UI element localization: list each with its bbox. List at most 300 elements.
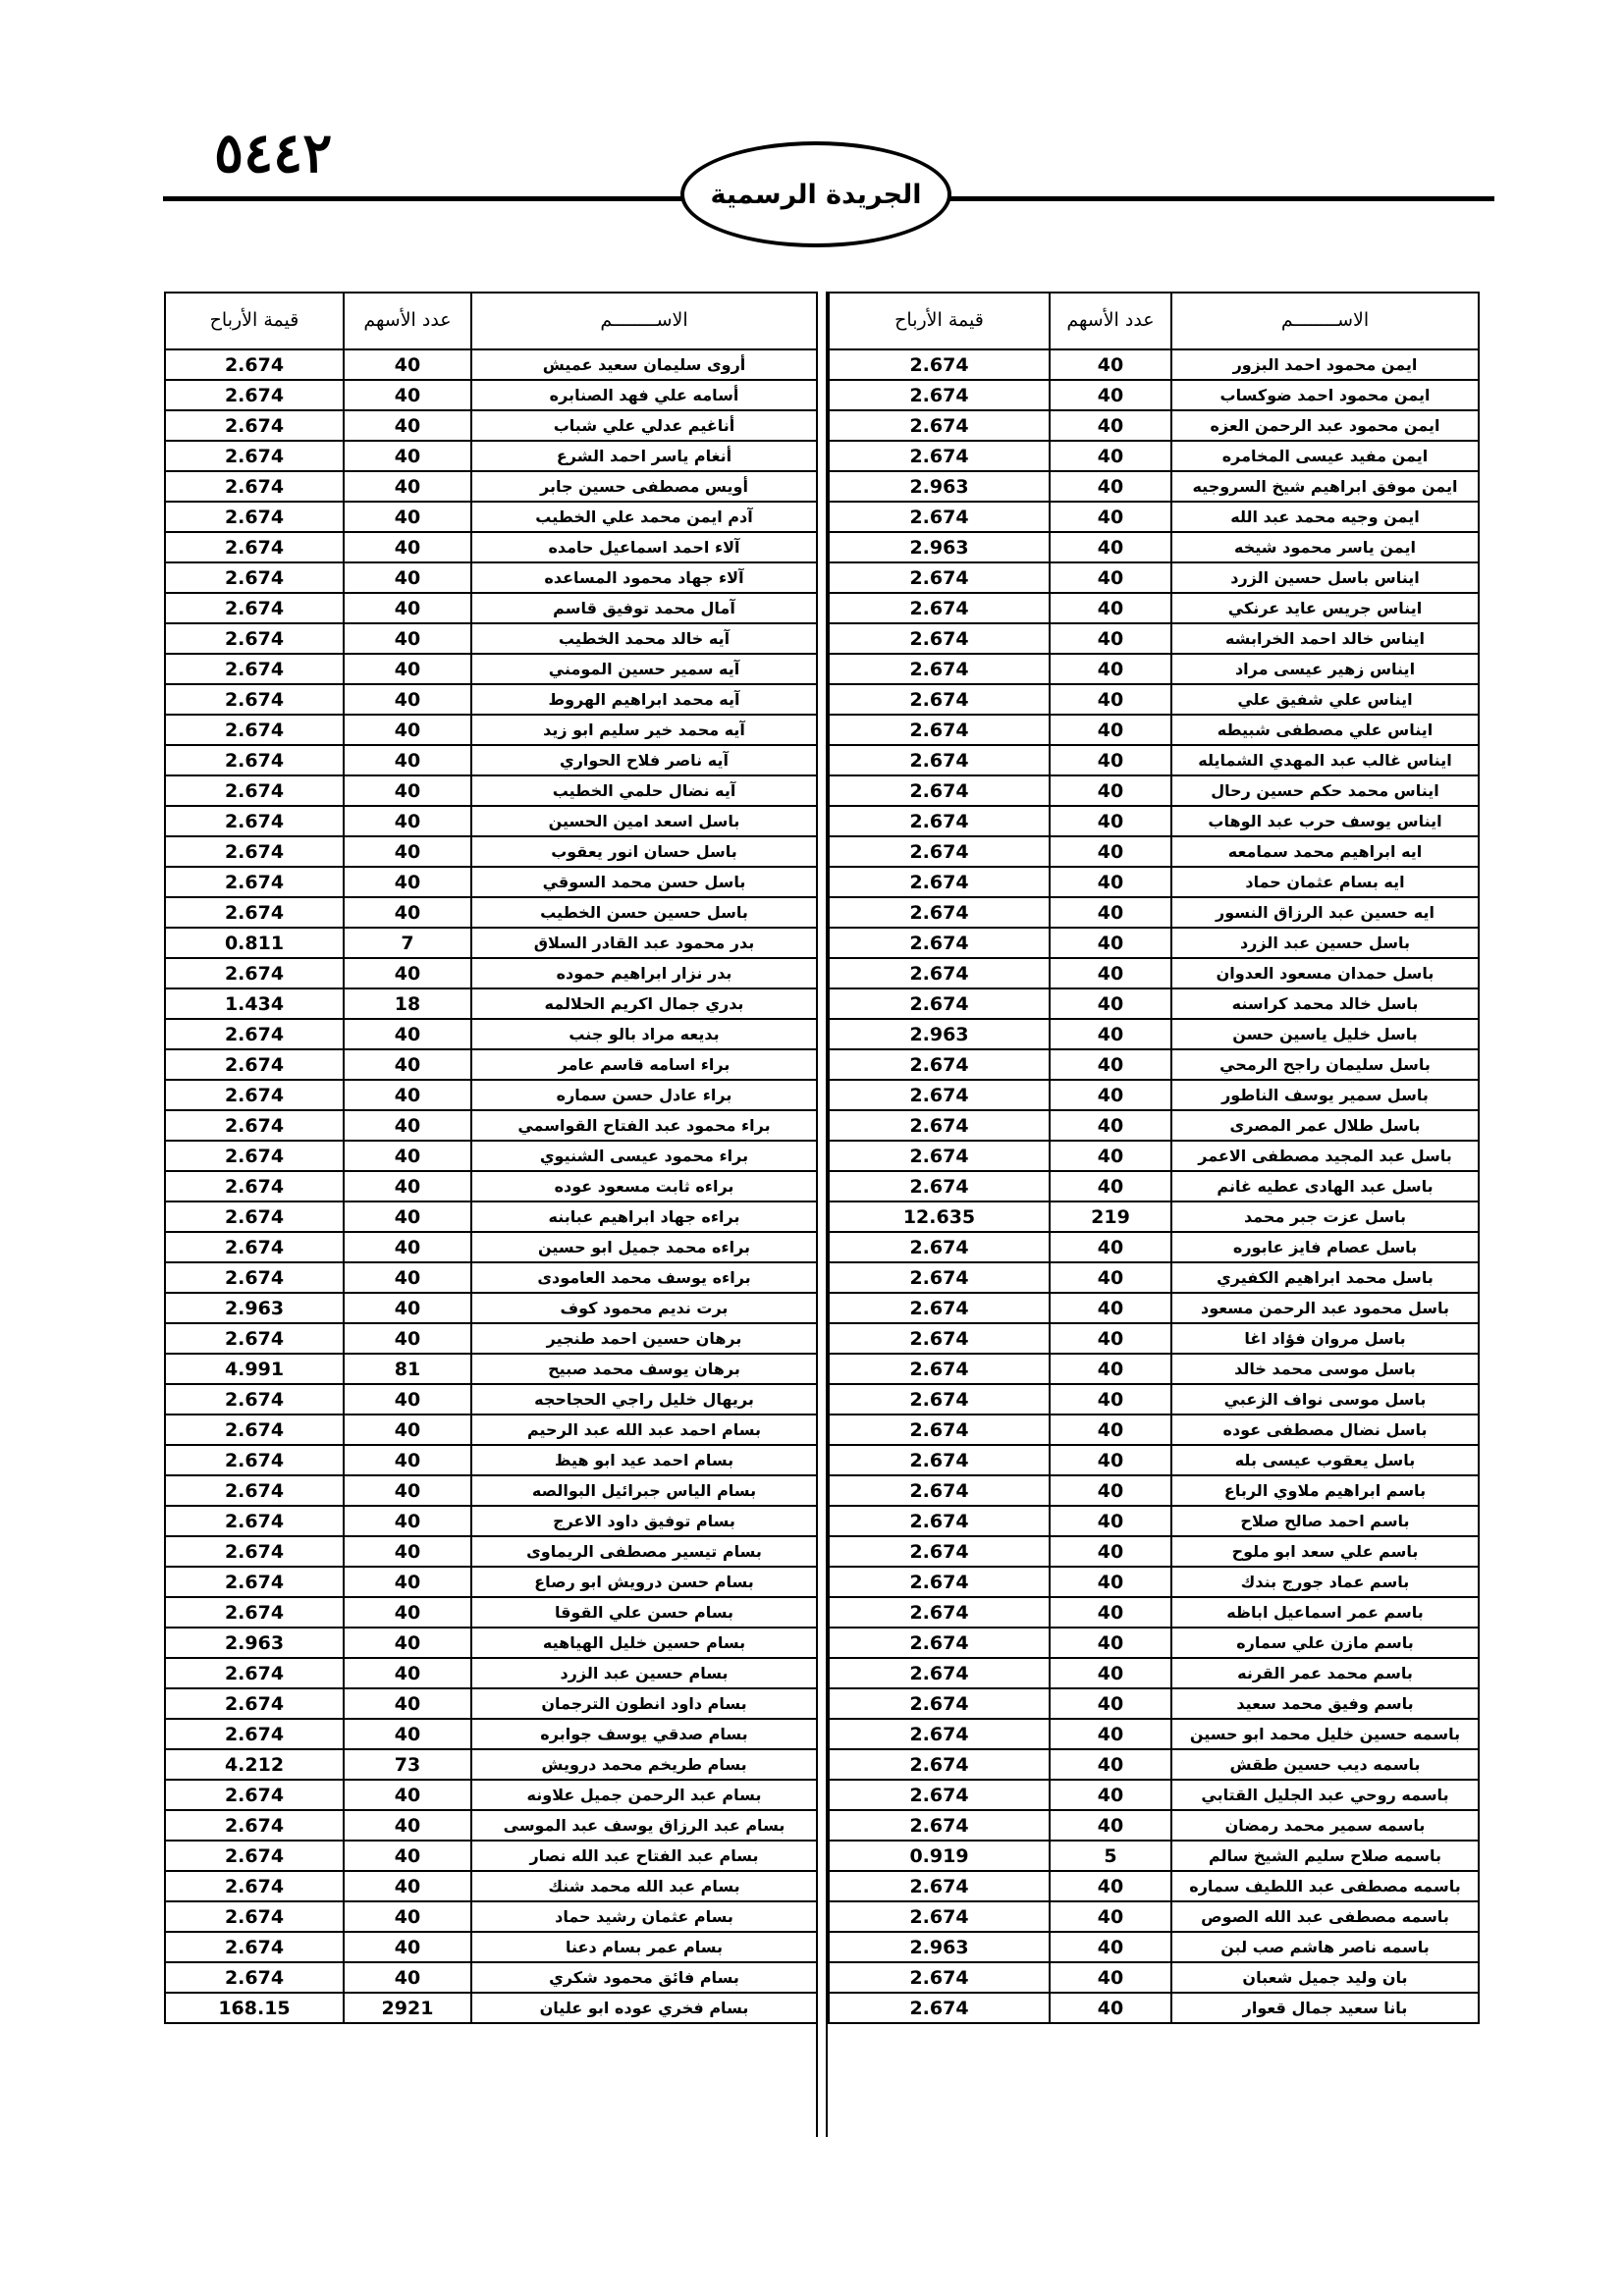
table-row	[829, 441, 1479, 471]
dividends-cell: 2.674	[165, 1810, 344, 1841]
table-row	[829, 349, 1479, 380]
shares-cell: 40	[344, 1841, 471, 1871]
shares-cell: 40	[1050, 684, 1171, 715]
table-row	[829, 1628, 1479, 1658]
shares-cell: 40	[1050, 562, 1171, 593]
name-cell: برهان يوسف محمد صبيح	[471, 1354, 817, 1384]
dividends-cell: 2.674	[829, 1658, 1050, 1688]
table-row	[165, 1262, 817, 1293]
shares-cell: 40	[344, 1141, 471, 1171]
name-cell: باسل اسعد امين الحسين	[471, 806, 817, 836]
column-header-name: الاســــــــم	[471, 293, 817, 349]
dividends-cell: 4.212	[165, 1749, 344, 1780]
dividends-cell: 168.15	[165, 1993, 344, 2023]
name-cell: براءه ثابت مسعود عوده	[471, 1171, 817, 1201]
shares-cell: 40	[344, 1780, 471, 1810]
shares-cell: 40	[1050, 1628, 1171, 1658]
dividends-cell: 2.674	[829, 1080, 1050, 1110]
dividends-cell: 2.674	[829, 1141, 1050, 1171]
table-row	[165, 1901, 817, 1932]
dividends-cell: 2.674	[165, 623, 344, 654]
name-cell: آيه نضال حلمي الخطيب	[471, 775, 817, 806]
shares-cell: 40	[1050, 958, 1171, 988]
name-cell: آيه خالد محمد الخطيب	[471, 623, 817, 654]
dividends-cell: 2.674	[165, 349, 344, 380]
name-cell: بسام فخري عوده ابو عليان	[471, 1993, 817, 2023]
name-cell: ايه حسين عبد الرزاق النسور	[1171, 897, 1479, 928]
name-cell: بسام الياس جبرائيل البوالصه	[471, 1475, 817, 1506]
shares-cell: 40	[344, 1658, 471, 1688]
shares-cell: 81	[344, 1354, 471, 1384]
shares-cell: 40	[1050, 806, 1171, 836]
shares-cell: 40	[1050, 1323, 1171, 1354]
name-cell: ايناس يوسف حرب عبد الوهاب	[1171, 806, 1479, 836]
dividends-cell: 2.674	[165, 1932, 344, 1962]
dividends-cell: 2.674	[829, 775, 1050, 806]
table-row	[165, 836, 817, 867]
table-row	[829, 1415, 1479, 1445]
header-title: الجريدة الرسمية	[680, 141, 951, 247]
dividends-cell: 2.674	[165, 1719, 344, 1749]
shares-cell: 40	[344, 1201, 471, 1232]
shares-cell: 40	[344, 1567, 471, 1597]
table-row	[829, 654, 1479, 684]
shares-cell: 40	[1050, 1232, 1171, 1262]
dividends-cell: 2.674	[165, 562, 344, 593]
shares-cell: 40	[344, 623, 471, 654]
dividends-cell: 2.674	[165, 1688, 344, 1719]
name-cell: باسل سليمان راجح الرمحي	[1171, 1049, 1479, 1080]
name-cell: ايمن محمود احمد ضوكساب	[1171, 380, 1479, 410]
table-row	[165, 1962, 817, 1993]
column-header-shares: عدد الأسهم	[344, 293, 471, 349]
shares-cell: 40	[1050, 897, 1171, 928]
dividends-cell: 2.674	[165, 1141, 344, 1171]
dividends-cell: 2.674	[829, 1871, 1050, 1901]
name-cell: أنغام ياسر احمد الشرع	[471, 441, 817, 471]
dividends-cell: 2.674	[165, 806, 344, 836]
name-cell: ايناس محمد حكم حسين رحال	[1171, 775, 1479, 806]
table-body	[829, 349, 1479, 2023]
shares-cell: 40	[1050, 1475, 1171, 1506]
table-row	[829, 1384, 1479, 1415]
shares-cell: 40	[1050, 1506, 1171, 1536]
dividends-cell: 2.674	[829, 654, 1050, 684]
name-cell: بسام حسن علي القوقا	[471, 1597, 817, 1628]
shares-cell: 40	[1050, 1810, 1171, 1841]
dividends-cell: 2.674	[165, 1201, 344, 1232]
name-cell: آمال محمد توفيق قاسم	[471, 593, 817, 623]
shares-cell: 40	[1050, 775, 1171, 806]
page-number: ٥٤٤٢	[214, 121, 333, 186]
table-row	[829, 532, 1479, 562]
table-row	[165, 1506, 817, 1536]
table-row	[165, 1232, 817, 1262]
dividends-cell: 2.674	[829, 684, 1050, 715]
shares-cell: 40	[344, 562, 471, 593]
shares-cell: 40	[344, 958, 471, 988]
table-row	[165, 1415, 817, 1445]
shares-cell: 40	[344, 1110, 471, 1141]
dividends-cell: 2.674	[165, 532, 344, 562]
dividends-cell: 0.811	[165, 928, 344, 958]
dividends-cell: 2.674	[165, 1445, 344, 1475]
name-cell: براء محمود عيسى الشنيوي	[471, 1141, 817, 1171]
table-row	[165, 1445, 817, 1475]
dividends-cell: 2.674	[829, 1993, 1050, 2023]
name-cell: باسل سمير يوسف الناطور	[1171, 1080, 1479, 1110]
shares-cell: 40	[344, 775, 471, 806]
name-cell: آيه محمد خير سليم ابو زيد	[471, 715, 817, 745]
table-row	[165, 593, 817, 623]
name-cell: باسل طلال عمر المصرى	[1171, 1110, 1479, 1141]
shares-cell: 40	[344, 715, 471, 745]
table-row	[165, 745, 817, 775]
shares-cell: 40	[344, 1019, 471, 1049]
name-cell: باسم عمر اسماعيل اباظه	[1171, 1597, 1479, 1628]
name-cell: بدر نزار ابراهيم حموده	[471, 958, 817, 988]
table-row	[829, 867, 1479, 897]
shares-cell: 40	[1050, 1262, 1171, 1293]
shares-cell: 40	[344, 684, 471, 715]
name-cell: بانا سعيد جمال قعوار	[1171, 1993, 1479, 2023]
name-cell: باسل خالد محمد كراسنه	[1171, 988, 1479, 1019]
name-cell: ايمن محمود احمد البزور	[1171, 349, 1479, 380]
dividends-cell: 2.963	[829, 1019, 1050, 1049]
name-cell: باسم احمد صالح صلاح	[1171, 1506, 1479, 1536]
dividends-cell: 2.674	[829, 441, 1050, 471]
name-cell: باسل نضال مصطفى عوده	[1171, 1415, 1479, 1445]
dividends-cell: 2.674	[165, 867, 344, 897]
shares-cell: 40	[1050, 1384, 1171, 1415]
dividends-cell: 0.919	[829, 1841, 1050, 1871]
table-row	[829, 1597, 1479, 1628]
shares-cell: 40	[344, 1384, 471, 1415]
shares-cell: 219	[1050, 1201, 1171, 1232]
dividends-cell: 2.674	[829, 1323, 1050, 1354]
name-cell: باسم مازن علي سماره	[1171, 1628, 1479, 1658]
name-cell: بسام عبد الرحمن جميل علاونه	[471, 1780, 817, 1810]
dividends-cell: 2.674	[829, 715, 1050, 745]
dividends-cell: 2.674	[165, 1658, 344, 1688]
table-row	[165, 1932, 817, 1962]
table-row	[165, 623, 817, 654]
table-row	[829, 623, 1479, 654]
table-row	[829, 380, 1479, 410]
name-cell: براء محمود عبد الفتاح القواسمي	[471, 1110, 817, 1141]
dividends-cell: 2.674	[829, 1293, 1050, 1323]
table-row	[829, 806, 1479, 836]
name-cell: ايناس علي مصطفى شبيطه	[1171, 715, 1479, 745]
dividends-cell: 2.674	[165, 410, 344, 441]
name-cell: بسام عثمان رشيد حماد	[471, 1901, 817, 1932]
dividends-cell: 2.674	[829, 593, 1050, 623]
dividends-cell: 2.674	[829, 1810, 1050, 1841]
shares-cell: 40	[1050, 623, 1171, 654]
table-row	[165, 1049, 817, 1080]
shares-cell: 40	[344, 1475, 471, 1506]
table-row	[829, 471, 1479, 502]
shares-cell: 40	[344, 836, 471, 867]
table-row	[165, 654, 817, 684]
dividends-cell: 2.674	[829, 562, 1050, 593]
shares-cell: 40	[344, 1962, 471, 1993]
shares-cell: 40	[344, 471, 471, 502]
shares-cell: 40	[344, 380, 471, 410]
name-cell: ايمن ياسر محمود شيخه	[1171, 532, 1479, 562]
shares-cell: 40	[1050, 836, 1171, 867]
table-row	[165, 1384, 817, 1415]
shares-cell: 40	[344, 1293, 471, 1323]
table-row	[829, 1171, 1479, 1201]
dividends-cell: 2.674	[165, 1475, 344, 1506]
table-row	[829, 1993, 1479, 2023]
shares-cell: 40	[1050, 1567, 1171, 1597]
dividends-cell: 2.674	[829, 1506, 1050, 1536]
dividends-cell: 2.674	[829, 1232, 1050, 1262]
dividends-cell: 2.674	[829, 1384, 1050, 1415]
dividends-cell: 2.674	[829, 1688, 1050, 1719]
dividends-cell: 2.674	[829, 410, 1050, 441]
shares-cell: 40	[1050, 471, 1171, 502]
name-cell: ايناس خالد احمد الخرابشه	[1171, 623, 1479, 654]
dividends-cell: 12.635	[829, 1201, 1050, 1232]
name-cell: بسام احمد عبد الله عبد الرحيم	[471, 1415, 817, 1445]
dividends-cell: 2.963	[165, 1628, 344, 1658]
table-row	[829, 745, 1479, 775]
shares-cell: 40	[344, 1932, 471, 1962]
shares-cell: 40	[1050, 1719, 1171, 1749]
table-row	[829, 1019, 1479, 1049]
table-row	[829, 1262, 1479, 1293]
dividends-cell: 2.674	[165, 441, 344, 471]
shares-cell: 40	[1050, 988, 1171, 1019]
name-cell: آدم ايمن محمد علي الخطيب	[471, 502, 817, 532]
shares-cell: 40	[344, 349, 471, 380]
dividends-cell: 2.674	[165, 1597, 344, 1628]
table-row	[829, 1780, 1479, 1810]
name-cell: بسام صدقي يوسف جوابره	[471, 1719, 817, 1749]
table-row	[165, 775, 817, 806]
name-cell: براءه محمد جميل ابو حسين	[471, 1232, 817, 1262]
name-cell: بسام حسين عبد الزرد	[471, 1658, 817, 1688]
table-row	[829, 1901, 1479, 1932]
table-row	[165, 1323, 817, 1354]
shares-cell: 40	[1050, 1597, 1171, 1628]
dividends-cell: 2.674	[829, 958, 1050, 988]
dividends-cell: 2.674	[829, 1475, 1050, 1506]
table-row	[829, 1141, 1479, 1171]
shares-cell: 40	[344, 502, 471, 532]
name-cell: ايناس زهير عيسى مراد	[1171, 654, 1479, 684]
shares-cell: 40	[1050, 410, 1171, 441]
shares-cell: 40	[1050, 1780, 1171, 1810]
shares-cell: 40	[1050, 1019, 1171, 1049]
shares-cell: 40	[344, 441, 471, 471]
shares-cell: 40	[1050, 1962, 1171, 1993]
name-cell: باسم ابراهيم ملاوي الرباع	[1171, 1475, 1479, 1506]
dividends-cell: 2.674	[165, 654, 344, 684]
table-row	[165, 441, 817, 471]
name-cell: باسمه مصطفى عبد الله الصوص	[1171, 1901, 1479, 1932]
table-row	[165, 806, 817, 836]
shares-cell: 40	[1050, 1749, 1171, 1780]
shares-cell: 40	[1050, 1110, 1171, 1141]
dividends-cell: 2.674	[165, 502, 344, 532]
name-cell: باسل عبد المجيد مصطفى الاعمر	[1171, 1141, 1479, 1171]
shares-cell: 40	[1050, 1445, 1171, 1475]
table-row	[165, 715, 817, 745]
name-cell: باسم محمد عمر القرنه	[1171, 1658, 1479, 1688]
dividends-cell: 2.674	[829, 1171, 1050, 1201]
shares-cell: 40	[344, 1171, 471, 1201]
name-cell: بسام داود انطون الترجمان	[471, 1688, 817, 1719]
table-row	[165, 1354, 817, 1384]
table-row	[165, 410, 817, 441]
shares-cell: 40	[344, 1445, 471, 1475]
name-cell: براء عادل حسن سماره	[471, 1080, 817, 1110]
shares-cell: 40	[1050, 654, 1171, 684]
name-cell: بسام فائق محمود شكري	[471, 1962, 817, 1993]
name-cell: آلاء جهاد محمود المساعده	[471, 562, 817, 593]
name-cell: باسل موسى محمد خالد	[1171, 1354, 1479, 1384]
name-cell: بسام طريخم محمد درويش	[471, 1749, 817, 1780]
dividends-cell: 2.674	[165, 1110, 344, 1141]
name-cell: أناغيم عدلي علي شباب	[471, 410, 817, 441]
name-cell: باسل محمد ابراهيم الكفيري	[1171, 1262, 1479, 1293]
table-row	[829, 1201, 1479, 1232]
dividends-cell: 2.674	[829, 867, 1050, 897]
name-cell: ايناس جريس عايد عرنكي	[1171, 593, 1479, 623]
shares-cell: 40	[1050, 441, 1171, 471]
dividends-cell: 4.991	[165, 1354, 344, 1384]
shares-cell: 40	[1050, 1354, 1171, 1384]
name-cell: باسل محمود عبد الرحمن مسعود	[1171, 1293, 1479, 1323]
dividends-cell: 2.674	[165, 1962, 344, 1993]
shares-cell: 7	[344, 928, 471, 958]
dividends-cell: 2.674	[829, 1719, 1050, 1749]
table-row	[165, 1110, 817, 1141]
name-cell: باسمه روحي عبد الجليل القتابي	[1171, 1780, 1479, 1810]
column-header-shares: عدد الأسهم	[1050, 293, 1171, 349]
dividends-cell: 2.674	[165, 715, 344, 745]
table-row	[165, 502, 817, 532]
table-row	[829, 775, 1479, 806]
table-row	[165, 1993, 817, 2023]
dividends-cell: 2.674	[829, 623, 1050, 654]
name-cell: برهان حسين احمد طنجير	[471, 1323, 817, 1354]
name-cell: ايمن وجيه محمد عبد الله	[1171, 502, 1479, 532]
dividends-cell: 2.674	[165, 1536, 344, 1567]
table-row	[165, 471, 817, 502]
name-cell: باسمه مصطفى عبد اللطيف سماره	[1171, 1871, 1479, 1901]
column-header-name: الاســــــــم	[1171, 293, 1479, 349]
table-header-row	[165, 293, 817, 349]
table-row	[829, 1841, 1479, 1871]
name-cell: باسل يعقوب عيسى بله	[1171, 1445, 1479, 1475]
name-cell: باسمه حسين خليل محمد ابو حسين	[1171, 1719, 1479, 1749]
name-cell: باسل حسان انور يعقوب	[471, 836, 817, 867]
column-header-dividends: قيمة الأرباح	[165, 293, 344, 349]
name-cell: باسل موسى نواف الزعبي	[1171, 1384, 1479, 1415]
table-row	[829, 897, 1479, 928]
dividends-cell: 2.674	[829, 897, 1050, 928]
shares-cell: 40	[344, 1323, 471, 1354]
table-row	[829, 1719, 1479, 1749]
name-cell: أسامه علي فهد الصنابره	[471, 380, 817, 410]
dividends-cell: 2.674	[165, 958, 344, 988]
table-row	[829, 1232, 1479, 1262]
table-row	[829, 836, 1479, 867]
dividends-cell: 2.674	[829, 1901, 1050, 1932]
table-row	[165, 380, 817, 410]
table-row	[829, 988, 1479, 1019]
table-row	[829, 1475, 1479, 1506]
dividends-cell: 2.674	[829, 502, 1050, 532]
name-cell: باسمه ناصر هاشم صب لبن	[1171, 1932, 1479, 1962]
dividends-cell: 2.674	[165, 1049, 344, 1080]
table-row	[165, 1141, 817, 1171]
dividends-cell: 2.674	[165, 1841, 344, 1871]
table-row	[165, 1628, 817, 1658]
table-row	[165, 1688, 817, 1719]
table-row	[829, 410, 1479, 441]
dividends-cell: 2.963	[165, 1293, 344, 1323]
shares-cell: 40	[344, 1232, 471, 1262]
name-cell: براءه يوسف محمد العامودى	[471, 1262, 817, 1293]
table-row	[829, 1688, 1479, 1719]
name-cell: بسام توفيق داود الاعرج	[471, 1506, 817, 1536]
name-cell: بدر محمود عبد القادر السلاق	[471, 928, 817, 958]
name-cell: باسل حسين حسن الخطيب	[471, 897, 817, 928]
dividends-cell: 2.674	[829, 1536, 1050, 1567]
dividends-cell: 2.674	[829, 1597, 1050, 1628]
dividends-cell: 2.674	[165, 1323, 344, 1354]
dividends-cell: 1.434	[165, 988, 344, 1019]
dividends-cell: 2.674	[165, 1780, 344, 1810]
dividends-cell: 2.674	[829, 1262, 1050, 1293]
dividends-cell: 2.674	[165, 1232, 344, 1262]
dividends-cell: 2.674	[165, 1567, 344, 1597]
shares-cell: 40	[344, 1597, 471, 1628]
dividends-cell: 2.674	[829, 1049, 1050, 1080]
name-cell: باسم عماد جورج بندك	[1171, 1567, 1479, 1597]
name-cell: بان وليد جميل شعبان	[1171, 1962, 1479, 1993]
table-row	[829, 593, 1479, 623]
table-row	[829, 958, 1479, 988]
shares-cell: 40	[1050, 1901, 1171, 1932]
name-cell: آيه سمير حسين المومني	[471, 654, 817, 684]
shares-cell: 40	[344, 1049, 471, 1080]
shares-cell: 40	[1050, 745, 1171, 775]
dividends-cell: 2.674	[165, 775, 344, 806]
table-row	[165, 1719, 817, 1749]
name-cell: ايناس باسل حسين الزرد	[1171, 562, 1479, 593]
dividends-cell: 2.674	[829, 1628, 1050, 1658]
name-cell: بسام عبد الله محمد شنك	[471, 1871, 817, 1901]
name-cell: ايمن موفق ابراهيم شيخ السروجيه	[1171, 471, 1479, 502]
table-row	[829, 1049, 1479, 1080]
dividends-cell: 2.674	[829, 806, 1050, 836]
shares-cell: 40	[1050, 593, 1171, 623]
table-row	[829, 1506, 1479, 1536]
dividends-cell: 2.674	[829, 1354, 1050, 1384]
name-cell: باسل حمدان مسعود العدوان	[1171, 958, 1479, 988]
table-row	[829, 1749, 1479, 1780]
shares-cell: 40	[1050, 1658, 1171, 1688]
table-row	[829, 502, 1479, 532]
name-cell: بسام عبد الرزاق يوسف عبد الموسى	[471, 1810, 817, 1841]
